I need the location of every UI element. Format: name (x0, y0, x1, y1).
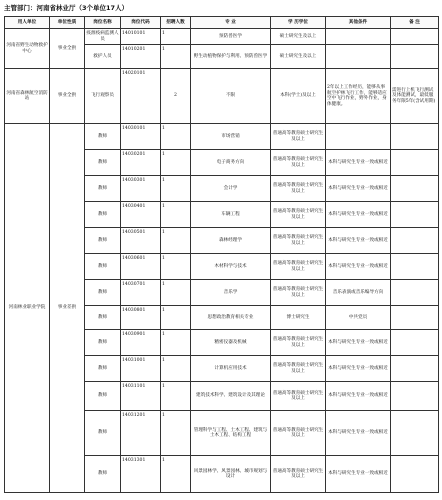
post-cell: 教师 (85, 456, 121, 493)
edu-cell: 本科(学士)及以上 (271, 69, 326, 124)
unit-name-cell: 河南省野生动物救护中心 (5, 29, 50, 69)
column-header: 招聘人数 (161, 17, 191, 29)
cond-cell (326, 29, 391, 45)
column-header: 备 注 (391, 17, 439, 29)
cond-cell: 本科与研究生专业一致或相近 (326, 411, 391, 456)
post-cell: 教师 (85, 176, 121, 202)
edu-cell: 普通高等教育硕士研究生及以上 (271, 202, 326, 228)
cond-cell (326, 45, 391, 69)
unit-nature-cell: 事业全供 (50, 69, 85, 124)
cond-cell: 2年以上工作经历，能够从事航空护林飞行工作，能够适应空中飞行作业，野外作业，身体健康。 (326, 69, 391, 124)
code-cell: 14031301 (121, 456, 161, 493)
cond-cell: 本科与研究生专业一致或相近 (326, 228, 391, 254)
major-cell: 精密仪器及机械 (191, 330, 271, 356)
code-cell: 14030901 (121, 330, 161, 356)
cond-cell: 本科与研究生专业一致或相近 (326, 176, 391, 202)
recruitment-table (4, 16, 439, 493)
column-header: 学 历学位 (271, 17, 326, 29)
post-cell: 教师 (85, 202, 121, 228)
post-cell: 疫源疫病监测人员 (85, 29, 121, 45)
column-header: 其他条件 (326, 17, 391, 29)
edu-cell: 普通高等教育硕士研究生及以上 (271, 124, 326, 150)
major-cell: 电子商务方向 (191, 150, 271, 176)
count-cell: 1 (161, 29, 191, 45)
column-header: 岗位代码 (121, 17, 161, 29)
cond-cell: 本科与研究生专业一致或相近 (326, 254, 391, 280)
table-row (5, 124, 439, 150)
note-cell (391, 356, 439, 382)
post-cell: 教师 (85, 124, 121, 150)
code-cell: 14030101 (121, 124, 161, 150)
column-header: 专 业 (191, 17, 271, 29)
major-cell: 建筑技术科学、建筑设计及其理论 (191, 382, 271, 411)
count-cell: 1 (161, 382, 191, 411)
note-cell (391, 382, 439, 411)
count-cell: 1 (161, 306, 191, 330)
count-cell: 1 (161, 202, 191, 228)
post-cell: 救护人员 (85, 45, 121, 69)
code-cell: 14031201 (121, 411, 161, 456)
major-cell: 风景园林学、风景园林、城市规划与设计 (191, 456, 271, 493)
cond-cell: 本科与研究生专业一致或相近 (326, 330, 391, 356)
edu-cell: 普通高等教育硕士研究生及以上 (271, 150, 326, 176)
post-cell: 教师 (85, 382, 121, 411)
count-cell: 1 (161, 330, 191, 356)
note-cell (391, 254, 439, 280)
note-cell (391, 29, 439, 45)
post-cell: 教师 (85, 356, 121, 382)
cond-cell: 本科与研究生专业一致或相近 (326, 202, 391, 228)
count-cell: 1 (161, 356, 191, 382)
code-cell: 14010201 (121, 45, 161, 69)
code-cell: 14030801 (121, 306, 161, 330)
code-cell: 14010101 (121, 29, 161, 45)
table-row (5, 69, 439, 124)
cond-cell: 中共党员 (326, 306, 391, 330)
unit-name-cell: 河南省森林航空消防站 (5, 69, 50, 124)
edu-cell: 硕士研究生及以上 (271, 45, 326, 69)
code-cell: 14030601 (121, 254, 161, 280)
code-cell: 14030401 (121, 202, 161, 228)
unit-nature-cell: 事业差供 (50, 124, 85, 493)
major-cell: 车辆工程 (191, 202, 271, 228)
note-cell (391, 150, 439, 176)
edu-cell: 普通高等教育硕士研究生及以上 (271, 228, 326, 254)
post-cell: 教师 (85, 330, 121, 356)
edu-cell: 普通高等教育硕士研究生及以上 (271, 330, 326, 356)
major-cell: 管理科学与工程、土木工程、建筑与土木工程、结构工程 (191, 411, 271, 456)
cond-cell: 本科与研究生专业一致或相近 (326, 356, 391, 382)
post-cell: 飞行观察员 (85, 69, 121, 124)
count-cell: 1 (161, 176, 191, 202)
edu-cell: 硕士研究生及以上 (271, 29, 326, 45)
major-cell: 森林经理学 (191, 228, 271, 254)
unit-name-cell: 河南林业职业学院 (5, 124, 50, 493)
major-cell: 市场营销 (191, 124, 271, 150)
note-cell (391, 45, 439, 69)
post-cell: 教师 (85, 254, 121, 280)
count-cell: 1 (161, 456, 191, 493)
count-cell: 1 (161, 411, 191, 456)
count-cell: 1 (161, 228, 191, 254)
edu-cell: 普通高等教育硕士研究生及以上 (271, 280, 326, 306)
column-header: 岗位名称 (85, 17, 121, 29)
count-cell: 1 (161, 45, 191, 69)
count-cell: 1 (161, 150, 191, 176)
edu-cell: 普通高等教育硕士研究生及以上 (271, 176, 326, 202)
post-cell: 教师 (85, 306, 121, 330)
post-cell: 教师 (85, 411, 121, 456)
note-cell (391, 411, 439, 456)
major-cell: 预防兽医学 (191, 29, 271, 45)
column-header: 单位性质 (50, 17, 85, 29)
code-cell: 14030701 (121, 280, 161, 306)
count-cell: 1 (161, 280, 191, 306)
note-cell (391, 176, 439, 202)
note-cell (391, 456, 439, 493)
edu-cell: 普通高等教育硕士研究生及以上 (271, 456, 326, 493)
major-cell: 木材科学与技术 (191, 254, 271, 280)
table-header-row (5, 17, 439, 29)
edu-cell: 普通高等教育硕士研究生及以上 (271, 411, 326, 456)
table-row (5, 29, 439, 45)
major-cell: 不限 (191, 69, 271, 124)
code-cell: 14030201 (121, 150, 161, 176)
note-cell (391, 228, 439, 254)
column-header: 用人单位 (5, 17, 50, 29)
unit-nature-cell: 事业全供 (50, 29, 85, 69)
note-cell (391, 280, 439, 306)
cond-cell: 本科与研究生专业一致或相近 (326, 150, 391, 176)
post-cell: 教师 (85, 280, 121, 306)
note-cell: 需进行上机飞行测试及体能测试，最低服务年限5年(含试用期) (391, 69, 439, 124)
edu-cell: 博士研究生 (271, 306, 326, 330)
note-cell (391, 124, 439, 150)
count-cell: 1 (161, 124, 191, 150)
note-cell (391, 330, 439, 356)
count-cell: 2 (161, 69, 191, 124)
department-header: 主管部门：河南省林业厅（3个单位17人） (4, 4, 129, 12)
major-cell: 计算机应用技术 (191, 356, 271, 382)
post-cell: 教师 (85, 150, 121, 176)
cond-cell: 本科与研究生专业一致或相近 (326, 456, 391, 493)
count-cell: 1 (161, 254, 191, 280)
major-cell: 音乐学 (191, 280, 271, 306)
major-cell: 野生动植物保护与利用、预防兽医学 (191, 45, 271, 69)
edu-cell: 普通高等教育硕士研究生及以上 (271, 356, 326, 382)
note-cell (391, 202, 439, 228)
cond-cell (326, 124, 391, 150)
code-cell: 14030301 (121, 176, 161, 202)
cond-cell: 音乐表演或音乐编导方向 (326, 280, 391, 306)
code-cell: 14031101 (121, 382, 161, 411)
cond-cell: 本科与研究生专业一致或相近 (326, 382, 391, 411)
major-cell: 思想政治教育相关专业 (191, 306, 271, 330)
note-cell (391, 306, 439, 330)
code-cell: 14030501 (121, 228, 161, 254)
post-cell: 教师 (85, 228, 121, 254)
edu-cell: 普通高等教育硕士研究生及以上 (271, 382, 326, 411)
code-cell: 14031001 (121, 356, 161, 382)
major-cell: 会计学 (191, 176, 271, 202)
code-cell: 14020101 (121, 69, 161, 124)
edu-cell: 普通高等教育硕士研究生及以上 (271, 254, 326, 280)
